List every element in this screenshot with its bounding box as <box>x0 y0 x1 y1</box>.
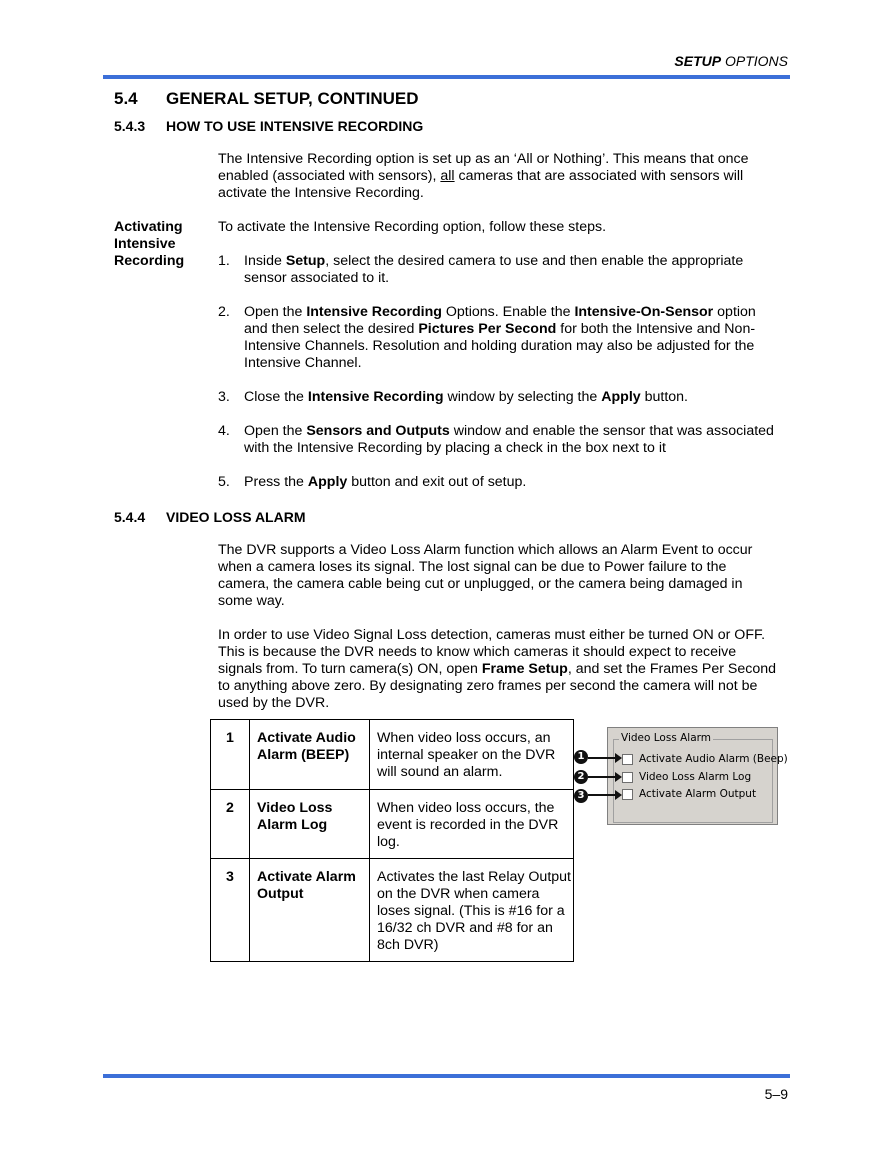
option-name: Activate Audio Alarm (BEEP) <box>250 720 370 790</box>
section-heading <box>114 89 419 109</box>
step-text <box>244 253 778 287</box>
alarm-options-table <box>210 719 574 962</box>
step-number: 3. <box>218 389 230 405</box>
step-item <box>218 423 778 457</box>
page-number: 5–9 <box>764 1086 788 1102</box>
section-title: GENERAL SETUP, CONTINUED <box>166 89 419 108</box>
running-header <box>674 53 788 69</box>
table-row <box>211 859 574 962</box>
header-rule <box>103 75 790 79</box>
intro-paragraph <box>218 151 778 202</box>
step-bold-term: Intensive-On-Sensor <box>574 304 714 320</box>
step-item <box>218 389 778 406</box>
step-text <box>244 389 778 406</box>
video-p2-text-a: In order to use Video Signal Loss detection, cameras must either be turned ON or OFF. This is because the DVR needs to know which cameras it should expect to receive signals from. To turn camera(s) ON, open <box>218 627 766 677</box>
video-loss-paragraph-2 <box>218 627 778 712</box>
step-number: 5. <box>218 474 230 490</box>
footer-rule <box>103 1074 790 1078</box>
intro-text-1: The Intensive Recording option is set up as an ‘All or Nothing’. This means that once enabled (associated with sensors), <box>218 151 749 184</box>
step-bold-term: Sensors and Outputs <box>306 423 450 439</box>
step-item <box>218 304 778 372</box>
audio-alarm-checkbox[interactable] <box>622 754 633 765</box>
step-bold-term: Apply <box>601 389 641 405</box>
step-item <box>218 253 778 287</box>
step-item <box>218 474 778 491</box>
subsection-heading-video-loss <box>114 509 306 525</box>
callout-number: 2 <box>574 770 588 784</box>
alarm-log-checkbox[interactable] <box>622 772 633 783</box>
step-text-run: Close the <box>244 389 308 405</box>
subsection-number: 5.4.3 <box>114 118 146 134</box>
step-text-run: button. <box>640 389 688 405</box>
step-text-run: Inside <box>244 253 286 269</box>
option-number: 2 <box>211 790 250 859</box>
subsection-title: HOW TO USE INTENSIVE RECORDING <box>166 118 424 134</box>
callout-arrow-icon <box>588 794 620 796</box>
video-p2-bold: Frame Setup <box>481 661 568 677</box>
step-number: 1. <box>218 253 230 269</box>
step-bold-term: Setup <box>285 253 326 269</box>
audio-alarm-label: Activate Audio Alarm (Beep) <box>639 753 788 765</box>
step-bold-term: Intensive Recording <box>306 304 442 320</box>
video-loss-alarm-panel <box>607 727 788 825</box>
option-name: Video Loss Alarm Log <box>250 790 370 859</box>
side-label-line: Activating <box>114 219 183 235</box>
step-text <box>244 423 778 457</box>
option-description: When video loss occurs, the event is recorded in the DVR log. <box>370 790 574 859</box>
step-text <box>244 474 778 491</box>
side-label <box>114 219 184 270</box>
subsection-number: 5.4.4 <box>114 509 146 525</box>
step-text-run: Options. Enable the <box>441 304 575 320</box>
step-bold-term: Intensive Recording <box>307 389 444 405</box>
section-number: 5.4 <box>114 89 138 108</box>
header-section-rest: OPTIONS <box>721 53 788 69</box>
option-name: Activate Alarm Output <box>250 859 370 962</box>
callout-arrow-icon <box>588 757 620 759</box>
intro-underlined: all <box>440 168 455 184</box>
step-number: 4. <box>218 423 230 439</box>
steps-intro: To activate the Intensive Recording option, follow these steps. <box>218 219 607 235</box>
subsection-title: VIDEO LOSS ALARM <box>166 509 306 525</box>
video-p2-text-c: , and set the Frames Per Second to anything above zero. By designating zero frames per second the camera will not be used by the DVR. <box>218 661 777 711</box>
intro-text-2: cameras that are associated with sensors will activate the Intensive Recording. <box>218 168 744 201</box>
step-bold-term: Pictures Per Second <box>418 321 557 337</box>
step-text-run: Open the <box>244 304 307 320</box>
table-row <box>211 720 574 790</box>
callout-number: 3 <box>574 789 588 803</box>
step-bold-term: Apply <box>307 474 348 490</box>
option-number: 3 <box>211 859 250 962</box>
alarm-log-label: Video Loss Alarm Log <box>639 771 752 783</box>
step-number: 2. <box>218 304 230 320</box>
step-text-run: for both the Intensive and Non-Intensive Channels. Resolution and holding duration may also be adjusted for the Intensive Channel. <box>244 321 756 371</box>
subsection-heading-intensive <box>114 118 423 134</box>
option-description: When video loss occurs, an internal speaker on the DVR will sound an alarm. <box>370 720 574 790</box>
option-number: 1 <box>211 720 250 790</box>
group-legend: Video Loss Alarm <box>621 732 712 744</box>
step-text-run: option and then select the desired <box>244 304 756 337</box>
step-text-run: Open the <box>244 423 307 439</box>
step-text-run: window and enable the sensor that was associated with the Intensive Recording by placing a check in the box next to it <box>244 423 774 456</box>
step-text-run: Press the <box>244 474 308 490</box>
header-section-bold: SETUP <box>674 53 722 69</box>
table-row <box>211 790 574 859</box>
step-text-run: , select the desired camera to use and then enable the appropriate sensor associated to it. <box>244 253 744 286</box>
side-label-line: Recording <box>114 253 185 269</box>
step-text-run: button and exit out of setup. <box>347 474 527 490</box>
video-loss-paragraph-1: The DVR supports a Video Loss Alarm function which allows an Alarm Event to occur when a camera loses its signal. The lost signal can be due to Power failure to the camera, the camera cable being cut or unplugged, or the camera being damaged in some way. <box>218 542 753 609</box>
option-description: Activates the last Relay Output on the DVR when camera loses signal. (This is #16 for a 16/32 ch DVR and #8 for an 8ch DVR) <box>370 859 574 962</box>
step-text <box>244 304 778 372</box>
callout-arrow-icon <box>588 776 620 778</box>
alarm-output-label: Activate Alarm Output <box>639 788 757 800</box>
callout-number: 1 <box>574 750 588 764</box>
alarm-output-checkbox[interactable] <box>622 789 633 800</box>
side-label-line: Intensive <box>114 236 176 252</box>
step-text-run: window by selecting the <box>443 389 602 405</box>
